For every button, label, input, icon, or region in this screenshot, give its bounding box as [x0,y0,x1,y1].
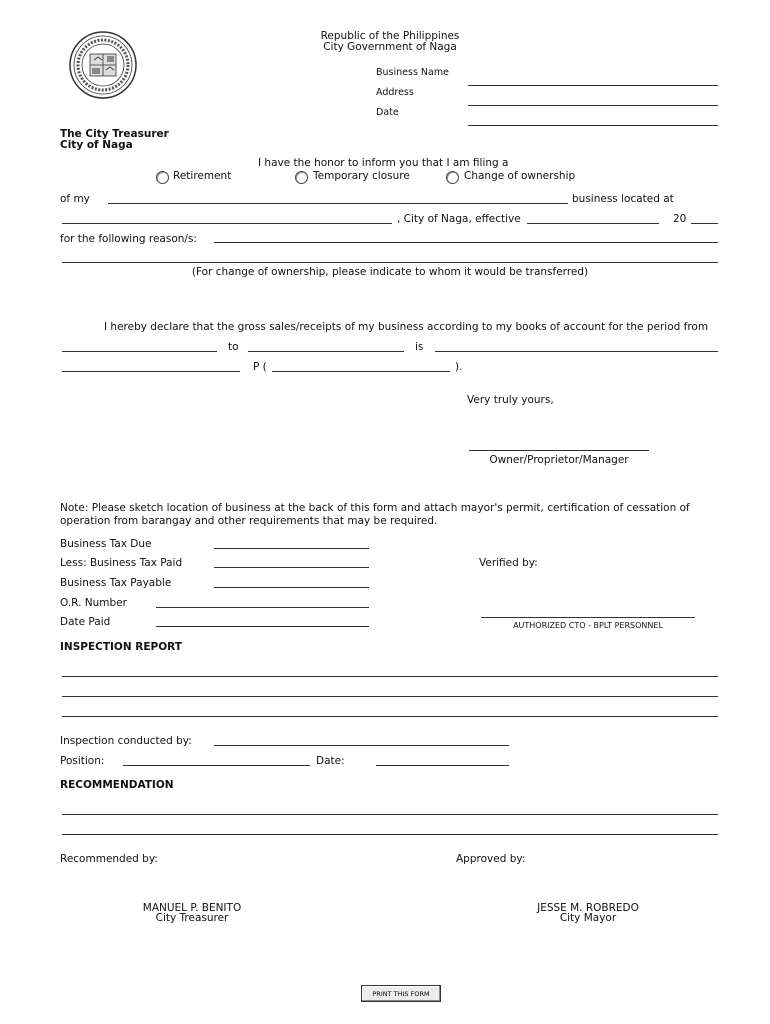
of-my-label: of my [60,193,90,205]
inspection-date-input[interactable] [376,752,509,766]
verifier-signature-input[interactable] [481,604,695,618]
business-located-label: business located at [572,193,674,205]
gross-amount-input[interactable] [62,358,240,372]
recommendation-line-1[interactable] [62,801,718,815]
gross-amount-words-input[interactable] [435,338,718,352]
period-to-input[interactable] [248,338,404,352]
or-number-input[interactable] [156,594,369,608]
date-label: Date [376,107,399,118]
business-name-label: Business Name [376,67,449,78]
business-tax-due-input[interactable] [214,535,369,549]
inspection-report-line-2[interactable] [62,683,718,697]
closing-text: Very truly yours, [467,394,554,406]
close-paren-label: ). [455,361,463,373]
note-line-1: Note: Please sketch location of business at the back of this form and attach mayor's permit, certification of cessation of [60,502,690,514]
address-input[interactable] [468,92,718,106]
reasons-label: for the following reason/s: [60,233,197,245]
mayor-name: JESSE M. ROBREDO [537,902,639,914]
addressee-treasurer: The City Treasurer [60,128,169,140]
approved-by-label: Approved by: [456,853,526,865]
business-tax-payable-label: Business Tax Payable [60,577,172,589]
mayor-title: City Mayor [559,912,617,924]
recommendation-title: RECOMMENDATION [60,779,174,791]
print-form-button[interactable]: PRINT THIS FORM [361,985,441,1002]
declaration-text: I hereby declare that the gross sales/receipts of my business according to my books of account for the period from [104,321,709,333]
inspection-date-label: Date: [316,755,345,767]
period-from-input[interactable] [62,338,217,352]
date-paid-label: Date Paid [60,616,111,628]
city-effective-label: , City of Naga, effective [397,213,521,225]
peso-amount-input[interactable] [272,358,450,372]
business-tax-paid-label: Less: Business Tax Paid [60,557,183,569]
owner-signature-input[interactable] [469,437,649,451]
retirement-label: Retirement [173,170,232,182]
ownership-note: (For change of ownership, please indicate to whom it would be transferred) [191,266,589,278]
to-label: to [228,341,239,353]
recommended-by-label: Recommended by: [60,853,158,865]
reasons-input-2[interactable] [62,249,718,263]
business-name-input[interactable] [468,72,718,86]
change-of-ownership-radio[interactable] [446,171,459,184]
city-government-heading: City Government of Naga [323,41,457,53]
temporary-closure-radio[interactable] [295,171,308,184]
intro-text: I have the honor to inform you that I am filing a [258,157,509,169]
city-seal-icon [68,30,138,100]
inspection-report-title: INSPECTION REPORT [60,641,182,653]
position-label: Position: [60,755,105,767]
date-input[interactable] [468,112,718,126]
peso-open-label: P ( [253,361,267,373]
reasons-input[interactable] [214,229,718,243]
addressee-city: City of Naga [60,139,133,151]
or-number-label: O.R. Number [60,597,127,609]
recommendation-line-2[interactable] [62,821,718,835]
treasurer-title: City Treasurer [155,912,229,924]
authorized-personnel-label: AUTHORIZED CTO - BPLT PERSONNEL [513,621,663,630]
treasurer-name: MANUEL P. BENITO [142,902,242,914]
inspection-conducted-by-label: Inspection conducted by: [60,735,192,747]
inspection-report-line-3[interactable] [62,703,718,717]
is-label: is [415,341,424,353]
position-input[interactable] [123,752,310,766]
date-paid-input[interactable] [156,613,369,627]
inspection-conducted-by-input[interactable] [214,732,509,746]
business-tax-paid-input[interactable] [214,554,369,568]
note-line-2: operation from barangay and other requirements that may be required. [60,515,438,527]
year-prefix-label: 20 [673,213,687,225]
effective-date-input[interactable] [527,210,659,224]
business-type-input[interactable] [108,190,568,204]
business-tax-payable-input[interactable] [214,574,369,588]
republic-heading: Republic of the Philippines [320,30,460,42]
owner-signatory-label: Owner/Proprietor/Manager [489,454,629,466]
retirement-radio[interactable] [156,171,169,184]
change-of-ownership-label: Change of ownership [464,170,576,182]
business-tax-due-label: Business Tax Due [60,538,152,550]
temporary-closure-label: Temporary closure [313,170,410,182]
address-label: Address [376,87,414,98]
year-input[interactable] [691,210,718,224]
verified-by-label: Verified by: [479,557,538,569]
inspection-report-line-1[interactable] [62,663,718,677]
business-location-input[interactable] [62,210,392,224]
